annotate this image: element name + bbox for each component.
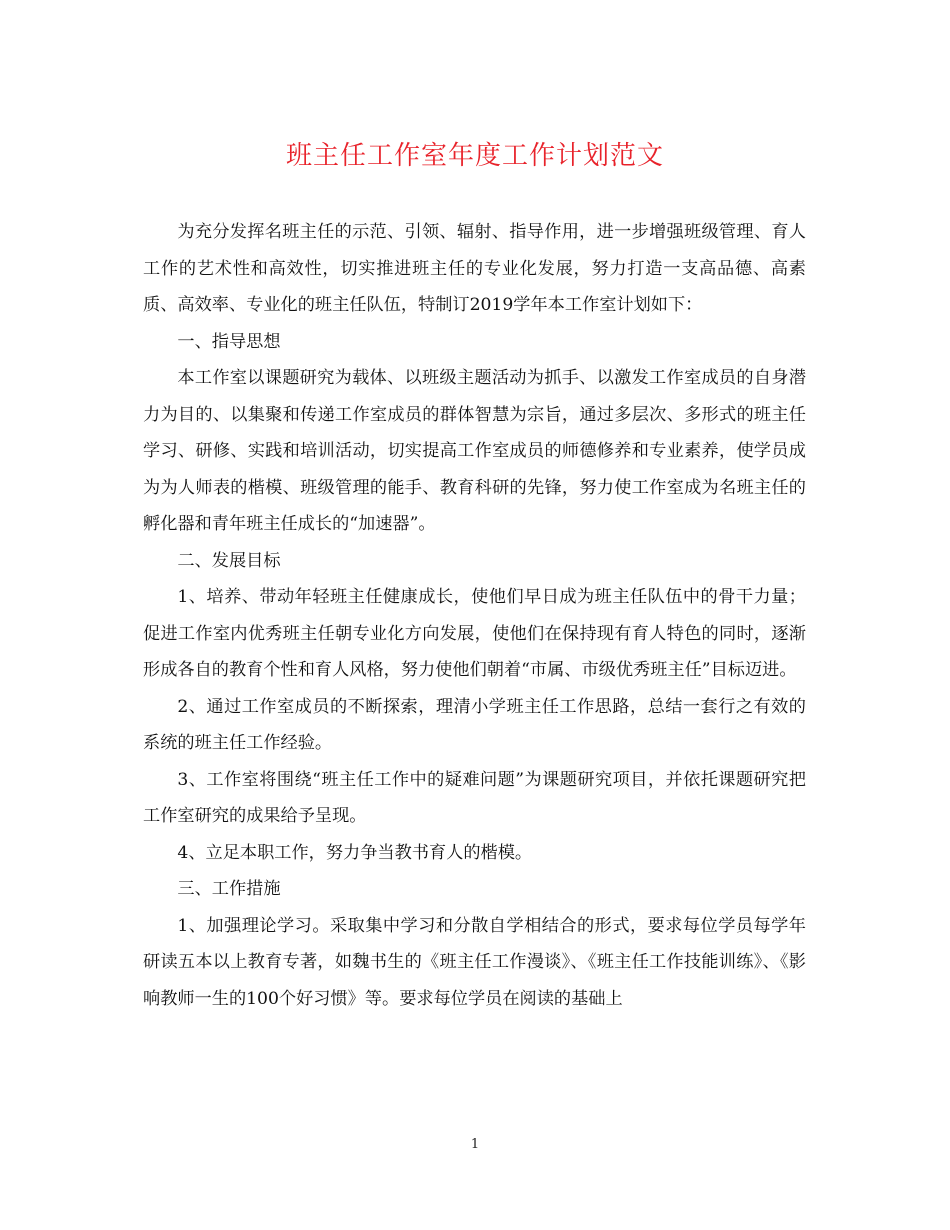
section-heading-guiding-ideology: 一、指导思想: [177, 331, 281, 352]
paragraph-goal-1: 1、培养、带动年轻班主任健康成长，使他们早日成为班主任队伍中的骨干力量；促进工作室内优秀班主任朝专业化方向发展，使他们在保持现有育人特色的同时，逐渐形成各自的教育个性和育人风格，努力使他们朝着“市属、市级优秀班主任”目标迈进。: [143, 587, 806, 680]
paragraph-intro: 为充分发挥名班主任的示范、引领、辐射、指导作用，进一步增强班级管理、育人工作的艺术性和高效性，切实推进班主任的专业化发展，努力打造一支高品德、高素质、高效率、专业化的班主任队伍，特制订2019学年本工作室计划如下：: [143, 222, 806, 315]
page-number: 1: [470, 1137, 480, 1152]
paragraph-goal-3: 3、工作室将围绕“班主任工作中的疑难问题”为课题研究项目，并依托课题研究把工作室研究的成果给予呈现。: [143, 769, 806, 826]
document-title: 班主任工作室年度工作计划范文: [285, 141, 664, 171]
paragraph-guiding-ideology: 本工作室以课题研究为载体、以班级主题活动为抓手、以激发工作室成员的自身潜力为目的、以集聚和传递工作室成员的群体智慧为宗旨，通过多层次、多形式的班主任学习、研修、实践和培训活动，切实提高工作室成员的师德修养和专业素养，使学员成为为人师表的楷模、班级管理的能手、教育科研的先锋，努力使工作室成为名班主任的孵化器和青年班主任成长的“加速器”。: [143, 368, 806, 534]
section-heading-development-goals: 二、发展目标: [177, 550, 281, 571]
document-body: [143, 214, 806, 1017]
paragraph-measure-1: 1、加强理论学习。采取集中学习和分散自学相结合的形式，要求每位学员每学年研读五本以上教育专著，如魏书生的《班主任工作漫谈》、《班主任工作技能训练》、《影响教师一生的100个好习惯》等。要求每位学员在阅读的基础上: [143, 915, 806, 1009]
paragraph-goal-2: 2、通过工作室成员的不断探索，理清小学班主任工作思路，总结一套行之有效的系统的班主任工作经验。: [143, 696, 806, 753]
paragraph-goal-4: 4、立足本职工作，努力争当教书育人的楷模。: [177, 842, 533, 863]
section-heading-work-measures: 三、工作措施: [177, 879, 281, 899]
